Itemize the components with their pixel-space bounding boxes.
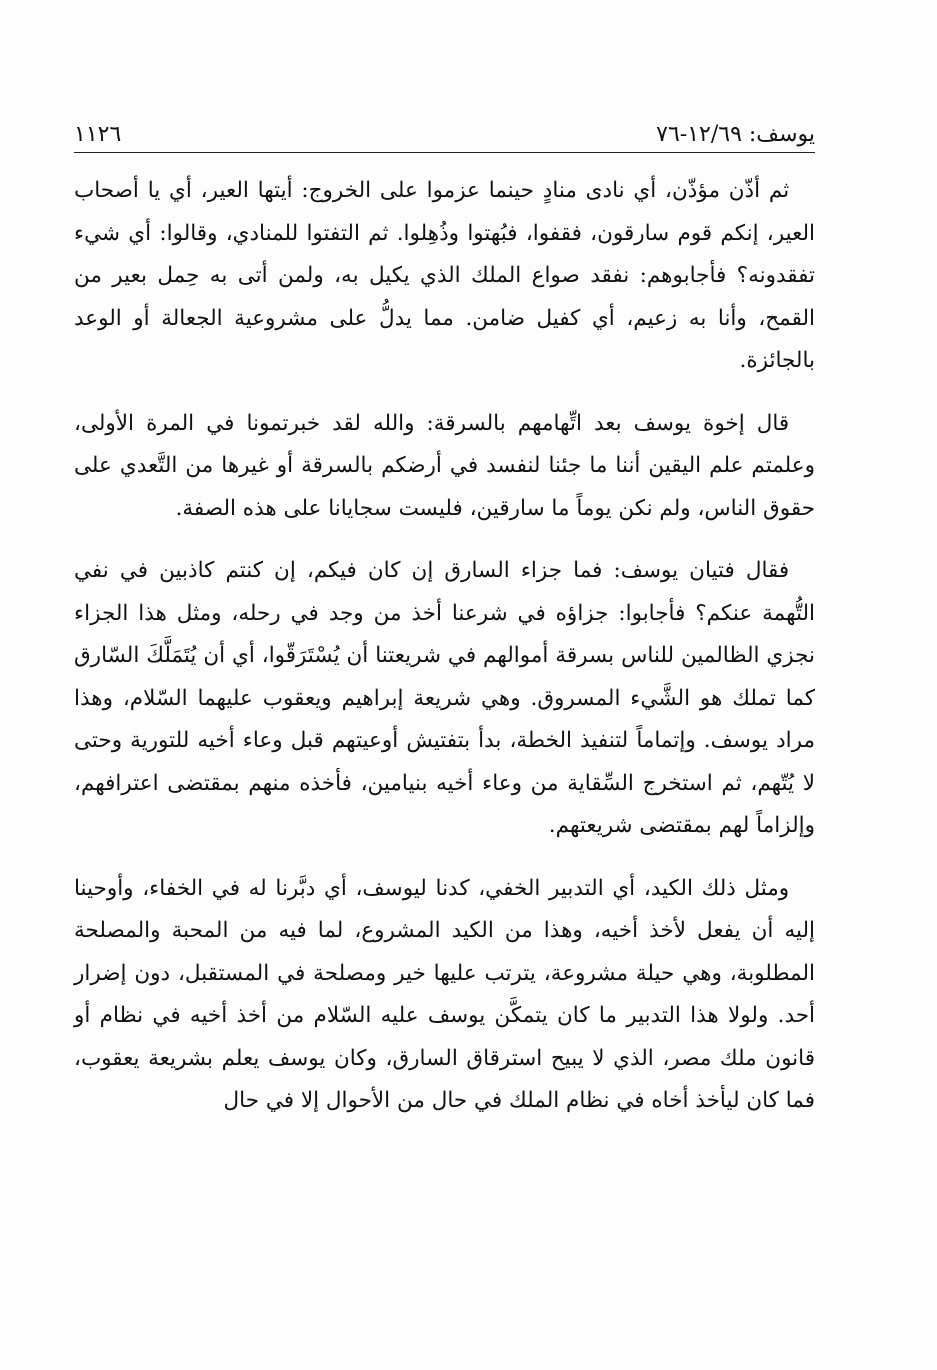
running-title: يوسف: ١٢/٦٩-٧٦ bbox=[656, 121, 815, 147]
paragraph-2: قال إخوة يوسف بعد اتِّهامهم بالسرقة: والله لقد خبرتمونا في المرة الأولى، وعلمتم علم اليقين أننا ما جئنا لنفسد في أرضكم بالسرقة أو غيرها من التَّعدي على حقوق الناس، ولم نكن يوماً ما سارقين، فليست سجايانا على هذه الصفة. bbox=[74, 410, 815, 521]
paragraph-1: ثم أذّن مؤذّن، أي نادى منادٍ حينما عزموا على الخروج: أيتها العير، أي يا أصحاب العير، إنكم قوم سارقون، فقفوا، فبُهتوا وذُهِلوا. ثم التفتوا للمنادي، وقالوا: أي شيء تفقدونه؟ فأجابوهم: نفقد صواع الملك الذي يكيل به، ولمن أتى به حِمل بعير من القمح، وأنا به زعيم، أي كفيل ضامن. مما يدلُّ على مشروعية الجعالة أو الوعد بالجائزة. bbox=[74, 178, 815, 373]
page-number: ١١٢٦ bbox=[74, 121, 122, 147]
paragraph-4: ومثل ذلك الكيد، أي التدبير الخفي، كدنا ليوسف، أي دبَّرنا له في الخفاء، وأوحينا إليه أن يفعل لأخذ أخيه، وهذا من الكيد المشروع، لما فيه من المحبة والمصلحة المطلوبة، وهي حيلة مشروعة، يترتب عليها خير ومصلحة في المستقبل، دون إضرار أحد. ولولا هذا التدبير ما كان يتمكَّن يوسف عليه السّلام من أخذ أخيه في نظام أو قانون ملك مصر، الذي لا يبيح استرقاق السارق، وكان يوسف يعلم بشريعة يعقوب، فما كان ليأخذ أخاه في نظام الملك في حال من الأحوال إلا في حال bbox=[74, 875, 815, 1113]
paragraph-3: فقال فتيان يوسف: فما جزاء السارق إن كان فيكم، إن كنتم كاذبين في نفي التُّهمة عنكم؟ فأجابوا: جزاؤه في شرعنا أخذ من وجد في رحله، ومثل هذا الجزاء نجزي الظالمين للناس بسرقة أموالهم في شريعتنا أن يُسْتَرَقّوا، أي أن يُتَمَلَّكَ السّارق كما تملك هو الشَّيء المسروق. وهي شريعة إبراهيم ويعقوب عليهما السّلام، وهذا مراد يوسف. وإتماماً لتنفيذ الخطة، بدأ بتفتيش أوعيتهم قبل وعاء أخيه للتورية وحتى لا يُتّهم، ثم استخرج السِّقاية من وعاء أخيه بنيامين، فأخذه منهم بمقتضى اعترافهم، وإلزاماً لهم بمقتضى شريعتهم. bbox=[74, 558, 815, 838]
page-header bbox=[74, 114, 815, 154]
header-divider bbox=[74, 152, 815, 153]
page-body bbox=[74, 170, 815, 1123]
